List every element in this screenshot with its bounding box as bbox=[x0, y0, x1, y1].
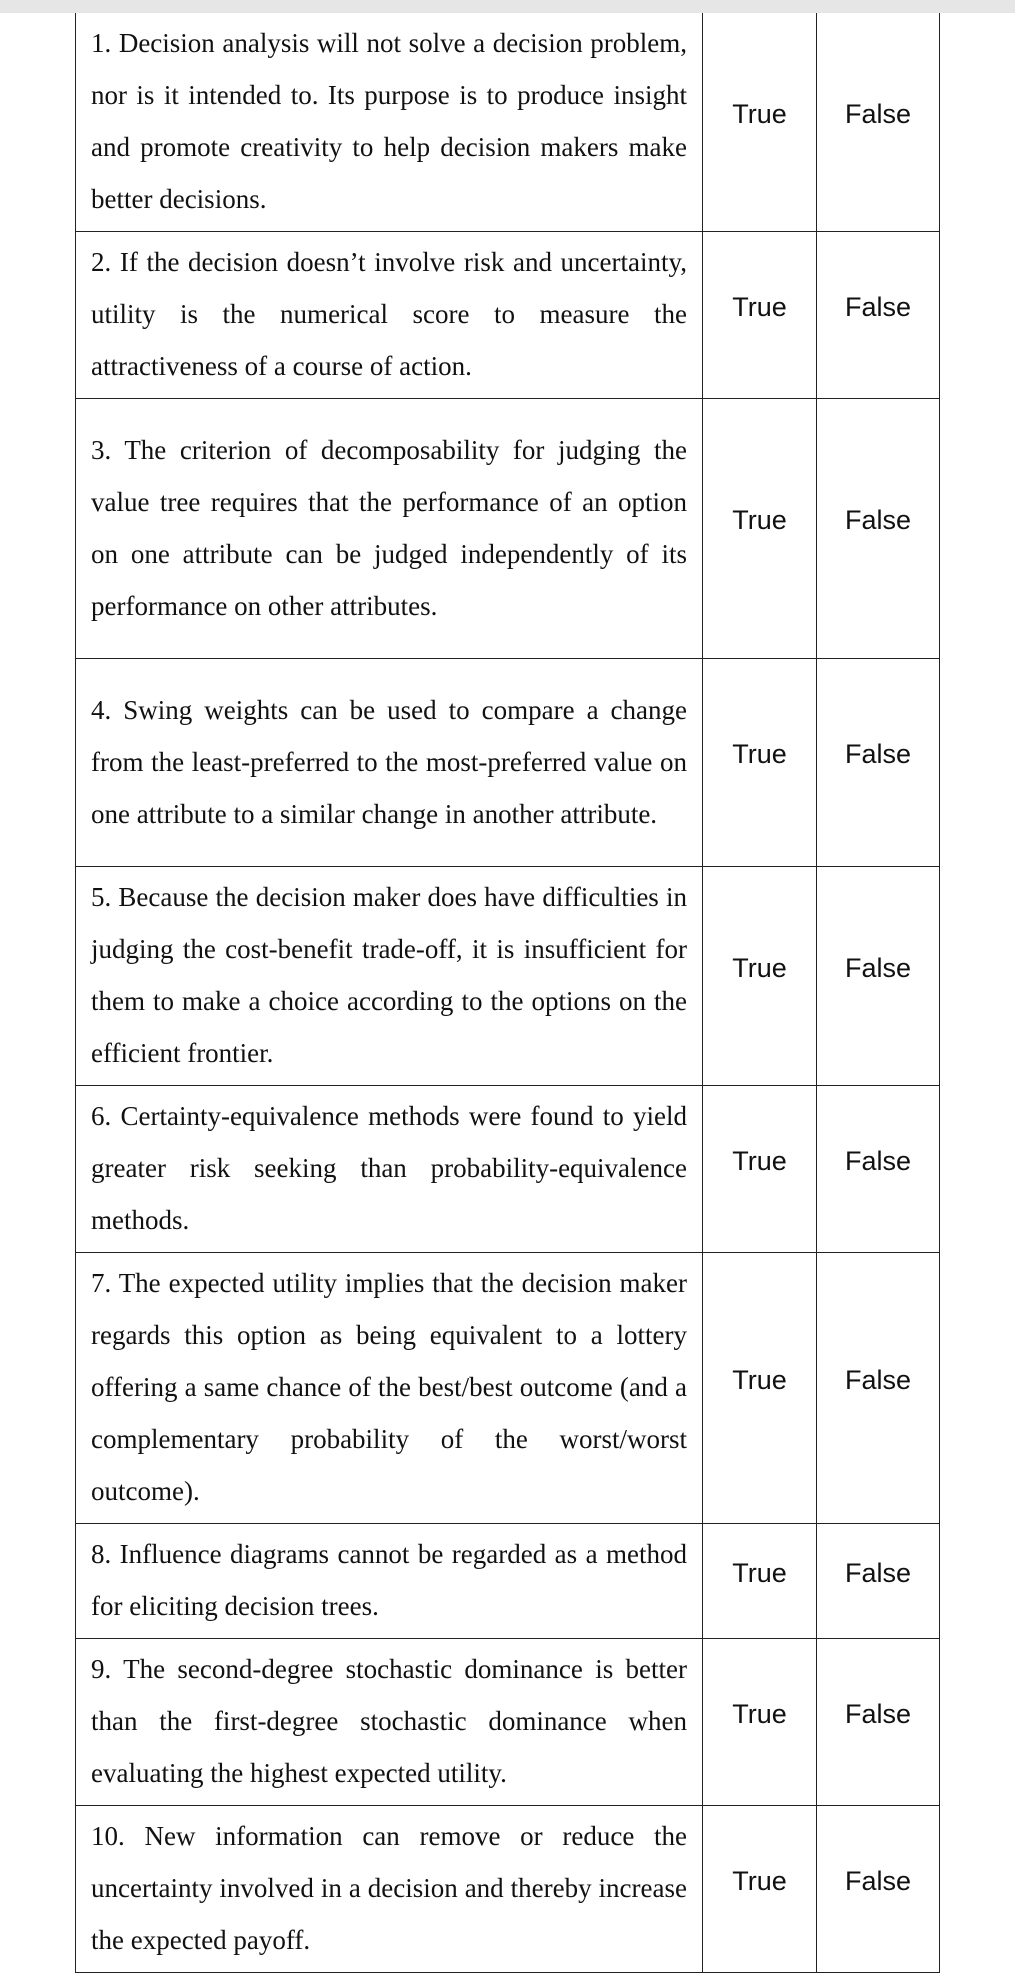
false-label: False bbox=[844, 1557, 912, 1588]
false-option[interactable] bbox=[817, 399, 940, 659]
question-row-8 bbox=[76, 1524, 940, 1639]
false-option[interactable] bbox=[817, 1806, 940, 1973]
true-label: True bbox=[732, 98, 787, 129]
question-row-7 bbox=[76, 1253, 940, 1524]
true-label: True bbox=[732, 1698, 787, 1729]
question-text: 10. New information can remove or reduce the uncertainty involved in a decision and thereby increase the expected payoff. bbox=[76, 1806, 703, 1973]
false-option[interactable] bbox=[817, 232, 940, 399]
true-label: True bbox=[732, 739, 787, 769]
false-label: False bbox=[844, 98, 912, 129]
true-label: True bbox=[732, 1364, 787, 1395]
question-row-1 bbox=[76, 13, 940, 232]
true-label: True bbox=[732, 291, 787, 322]
false-label: False bbox=[844, 291, 912, 322]
true-option[interactable] bbox=[703, 867, 817, 1086]
true-option[interactable] bbox=[703, 13, 817, 232]
question-row-6 bbox=[76, 1086, 940, 1253]
true-option[interactable] bbox=[703, 399, 817, 659]
false-label: False bbox=[844, 505, 912, 535]
question-text: 3. The criterion of decomposability for judging the value tree requires that the performance of an option on one attribute can be judged independently of its performance on other attributes. bbox=[76, 399, 703, 659]
question-text: 8. Influence diagrams cannot be regarded as a method for eliciting decision trees. bbox=[76, 1524, 703, 1639]
question-text: 4. Swing weights can be used to compare a change from the least-preferred to the most-preferred value on one attribute to a similar change in another attribute. bbox=[76, 659, 703, 867]
true-option[interactable] bbox=[703, 1639, 817, 1806]
true-label: True bbox=[732, 1557, 787, 1588]
question-text: 1. Decision analysis will not solve a decision problem, nor is it intended to. Its purpose is to produce insight and promote creativity to help decision makers make better decisions. bbox=[76, 13, 703, 232]
false-label: False bbox=[844, 1698, 912, 1729]
false-label: False bbox=[844, 1865, 912, 1896]
top-strip bbox=[0, 0, 1015, 13]
true-label: True bbox=[732, 1145, 787, 1176]
question-row-5 bbox=[76, 867, 940, 1086]
false-option[interactable] bbox=[817, 1253, 940, 1524]
question-text: 6. Certainty-equivalence methods were found to yield greater risk seeking than probability-equivalence methods. bbox=[76, 1086, 703, 1253]
false-option[interactable] bbox=[817, 13, 940, 232]
question-text: 5. Because the decision maker does have difficulties in judging the cost-benefit trade-off, it is insufficient for them to make a choice according to the options on the efficient frontier. bbox=[76, 867, 703, 1086]
false-label: False bbox=[844, 952, 912, 983]
false-option[interactable] bbox=[817, 1639, 940, 1806]
question-text: 2. If the decision doesn’t involve risk and uncertainty, utility is the numerical score to measure the attractiveness of a course of action. bbox=[76, 232, 703, 399]
question-row-4 bbox=[76, 659, 940, 867]
true-option[interactable] bbox=[703, 1524, 817, 1639]
question-row-9 bbox=[76, 1639, 940, 1806]
true-label: True bbox=[732, 505, 787, 535]
true-option[interactable] bbox=[703, 659, 817, 867]
true-option[interactable] bbox=[703, 1086, 817, 1253]
false-option[interactable] bbox=[817, 1086, 940, 1253]
question-text: 7. The expected utility implies that the decision maker regards this option as being equivalent to a lottery offering a same chance of the best/best outcome (and a complementary probability of the worst/worst outcome). bbox=[76, 1253, 703, 1524]
question-row-3 bbox=[76, 399, 940, 659]
true-option[interactable] bbox=[703, 1253, 817, 1524]
true-option[interactable] bbox=[703, 1806, 817, 1973]
false-label: False bbox=[844, 739, 912, 769]
false-option[interactable] bbox=[817, 867, 940, 1086]
question-row-2 bbox=[76, 232, 940, 399]
false-option[interactable] bbox=[817, 1524, 940, 1639]
true-false-table bbox=[75, 13, 940, 1973]
question-text: 9. The second-degree stochastic dominance is better than the first-degree stochastic dominance when evaluating the highest expected utility. bbox=[76, 1639, 703, 1806]
true-label: True bbox=[732, 952, 787, 983]
false-label: False bbox=[844, 1364, 912, 1395]
false-label: False bbox=[844, 1145, 912, 1176]
false-option[interactable] bbox=[817, 659, 940, 867]
true-option[interactable] bbox=[703, 232, 817, 399]
question-row-10 bbox=[76, 1806, 940, 1973]
true-label: True bbox=[732, 1865, 787, 1896]
